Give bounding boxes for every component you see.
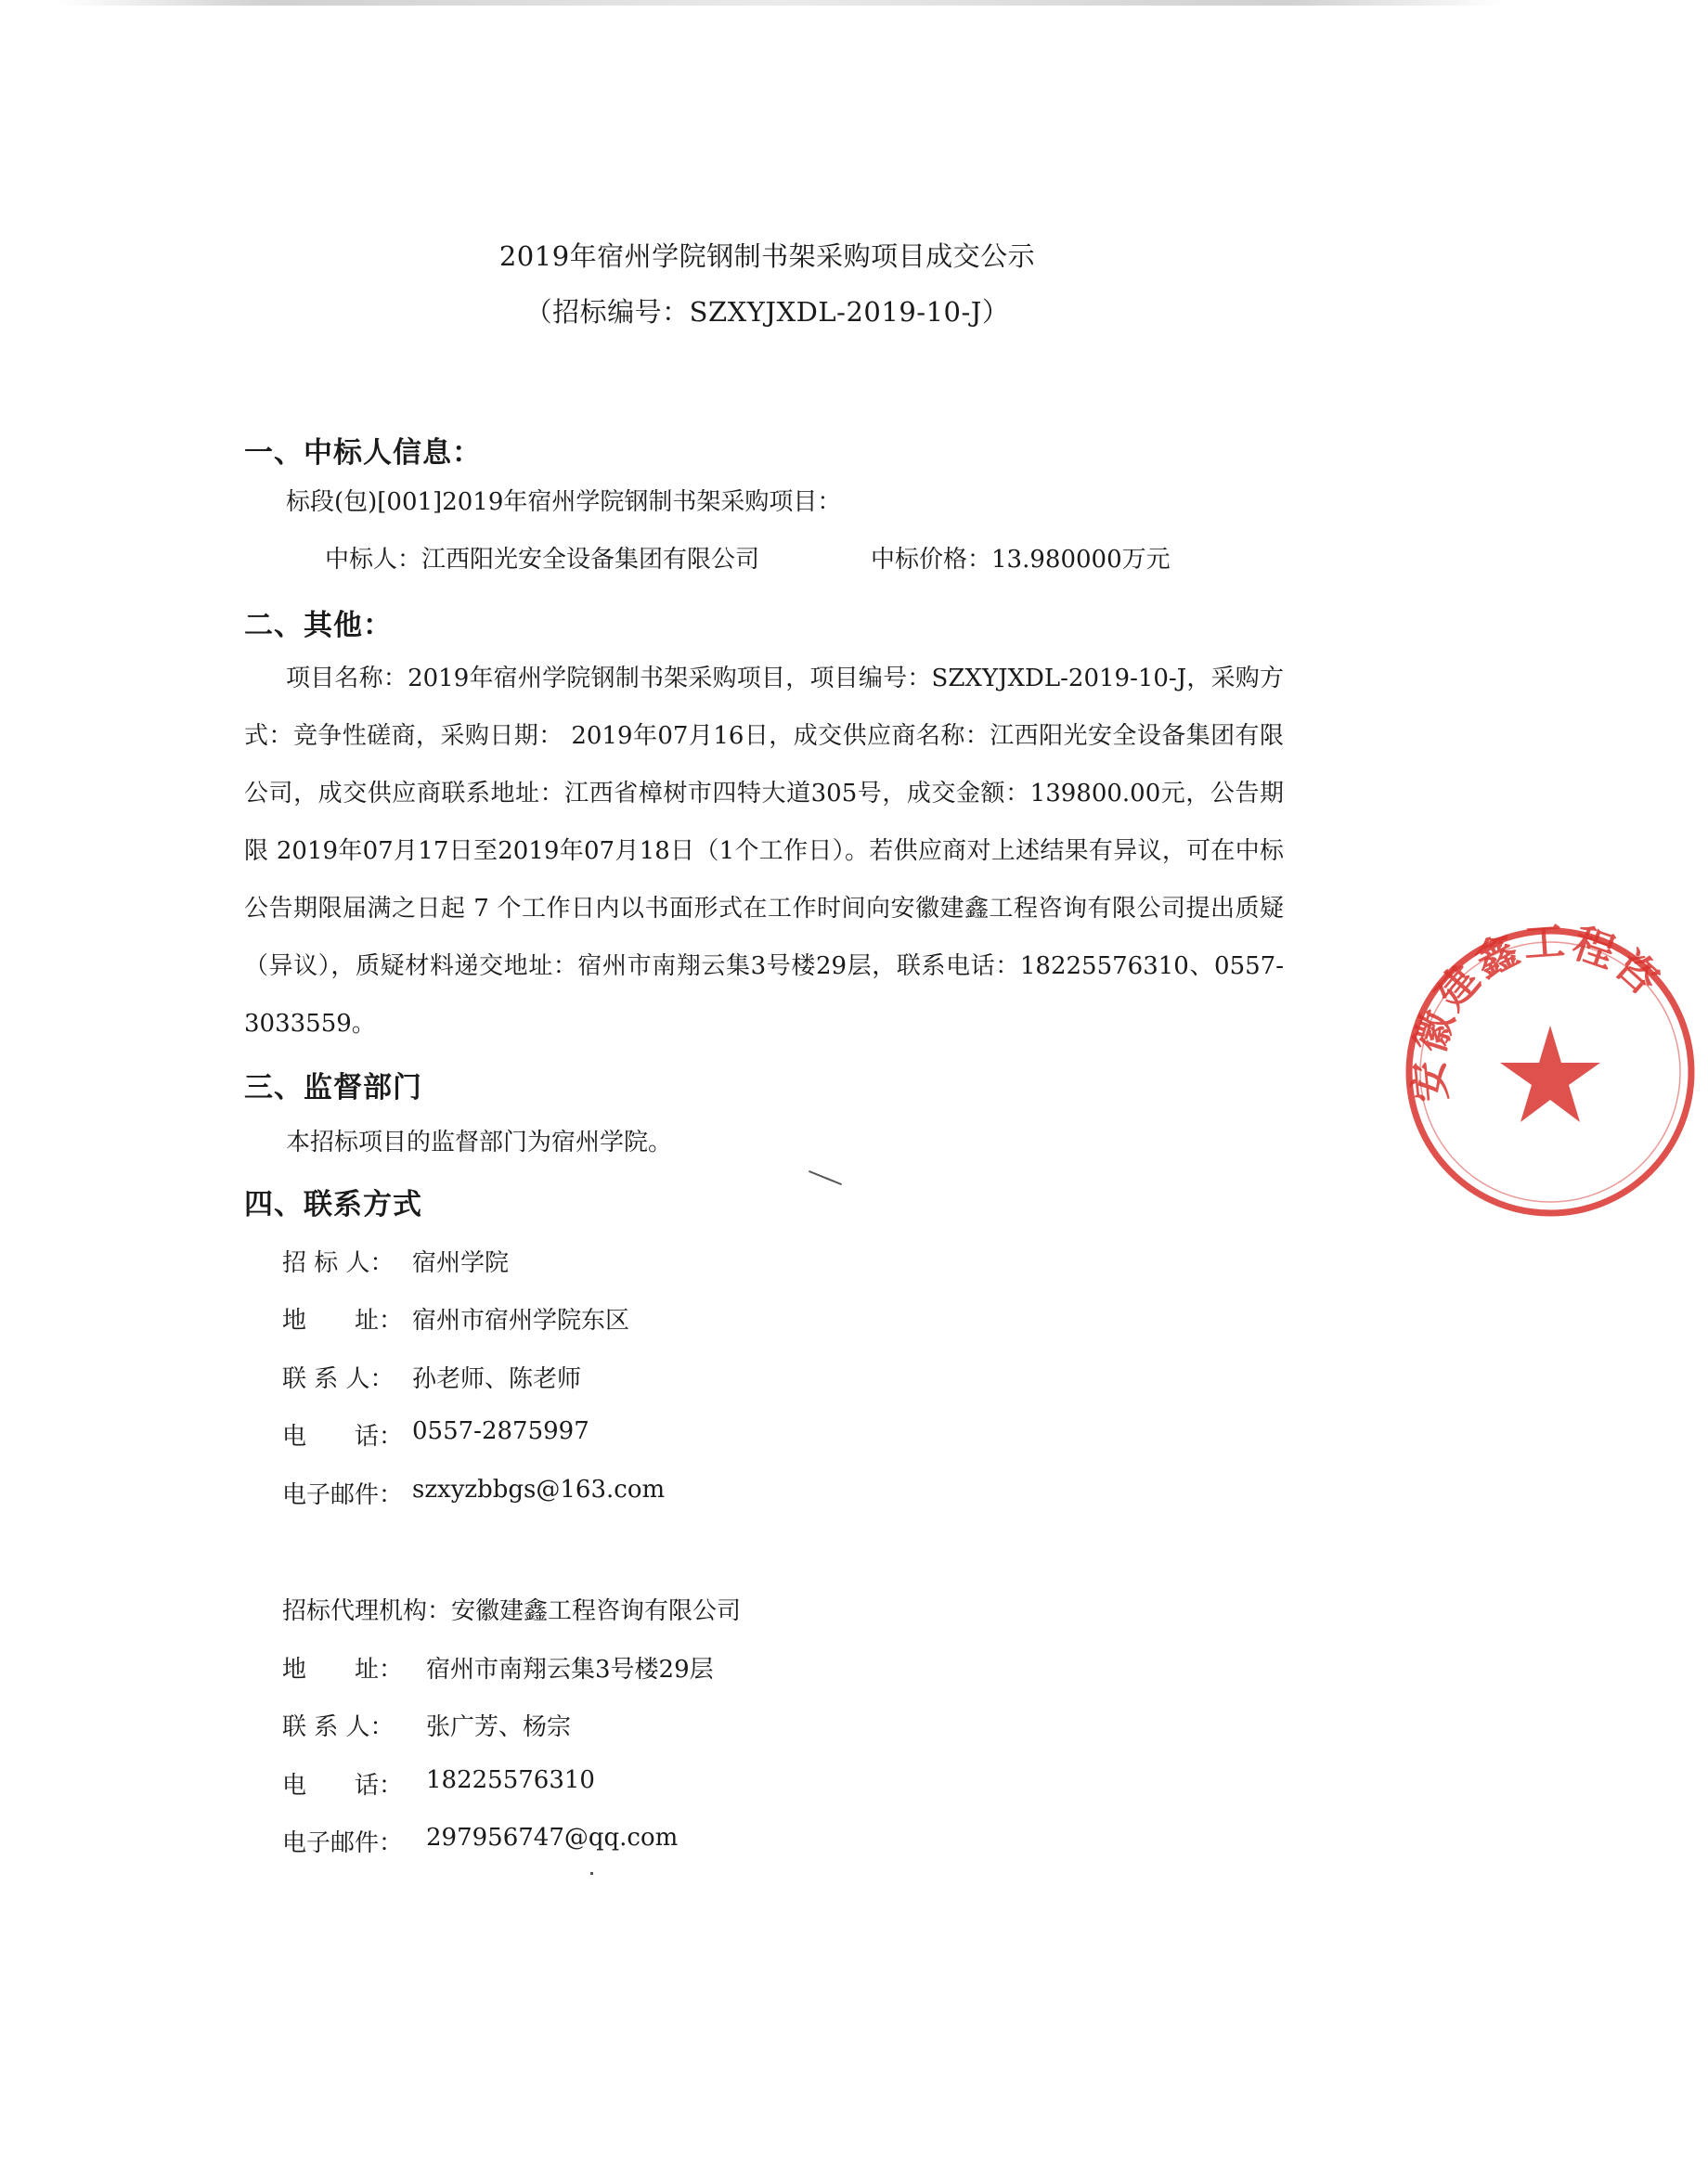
section-heading-winner: 一、中标人信息：: [244, 436, 482, 470]
contact-row: [282, 1476, 665, 1510]
contact-value: 安徽建鑫工程咨询有限公司: [451, 1597, 742, 1625]
project-details-paragraph: 项目名称：2019年宿州学院钢制书架采购项目，项目编号：SZXYJXDL-2019-10-J，采购方式：竞争性磋商，采购日期： 2019年07月16日，成交供应商名称：江西阳光安全设备集团有限公司，成交供应商联系地址：江西省樟树市四特大道305号，成交金额：139800.00元，公告期限 2019年07月17日至2019年07月18日（1个工作日）。若供应商对上述结果有异议，可在中标公告期限届满之日起 7 个工作日内以书面形式在工作时间向安徽建鑫工程咨询有限公司提出质疑（异议），质疑材料递交地址：宿州市南翔云集3号楼29层，联系电话：18225576310、0557-3033559。: [244, 665, 1284, 1038]
contact-row: [282, 1708, 571, 1742]
contact-value: 张广芳、杨宗: [426, 1713, 572, 1741]
contact-row: [282, 1360, 581, 1394]
price-value: 13.980000万元: [991, 546, 1171, 574]
contact-label: 联 系 人：: [282, 1713, 395, 1741]
contact-label: 地 址：: [282, 1656, 404, 1684]
contact-label: 联 系 人：: [282, 1365, 395, 1393]
seal-text: 安徽建鑫工程咨: [1404, 917, 1671, 1104]
section-heading-contact: 四、联系方式: [244, 1188, 422, 1221]
contact-row: [282, 1592, 741, 1626]
company-seal-stamp: [1392, 914, 1708, 1230]
contact-value: 0557-2875997: [412, 1417, 589, 1445]
tender-number: （招标编号：SZXYJXDL-2019-10-J）: [524, 296, 1010, 328]
scan-mark: [809, 1170, 842, 1185]
winner-label: 中标人：: [325, 546, 422, 574]
contact-label: 电 话：: [282, 1772, 404, 1800]
winner-line: [325, 546, 759, 574]
contact-email: 297956747@qq.com: [426, 1824, 679, 1852]
contact-label: 地 址：: [282, 1307, 404, 1335]
winner-value: 江西阳光安全设备集团有限公司: [421, 546, 760, 574]
section-heading-other: 二、其他：: [244, 609, 393, 642]
contact-row: [282, 1301, 629, 1336]
contact-value: 18225576310: [426, 1766, 595, 1794]
contact-label: 电 话：: [282, 1423, 404, 1451]
contact-label: 电子邮件：: [282, 1481, 404, 1509]
contact-value: 宿州市南翔云集3号楼29层: [426, 1656, 714, 1684]
contact-row: [282, 1766, 595, 1801]
contact-label: 招 标 人：: [282, 1249, 395, 1277]
contact-row: [282, 1824, 678, 1858]
price-label: 中标价格：: [871, 546, 992, 574]
contact-row: [282, 1417, 589, 1452]
contact-label: 招标代理机构：: [282, 1597, 452, 1625]
contact-label: 电子邮件：: [282, 1829, 404, 1857]
supervision-text: 本招标项目的监督部门为宿州学院。: [286, 1129, 673, 1156]
price-line: [871, 546, 1171, 574]
contact-row: [282, 1244, 509, 1278]
contact-value: 孙老师、陈老师: [412, 1365, 582, 1393]
scan-edge-shadow: [56, 0, 1504, 6]
contact-value: 宿州市宿州学院东区: [412, 1307, 630, 1335]
lot-description: 标段(包)[001]2019年宿州学院钢制书架采购项目：: [286, 488, 842, 516]
contact-row: [282, 1650, 714, 1685]
contact-email: szxyzbbgs@163.com: [412, 1476, 666, 1504]
seal-star-icon: [1500, 1026, 1600, 1122]
contact-value: 宿州学院: [412, 1249, 510, 1277]
document-title: 2019年宿州学院钢制书架采购项目成交公示: [498, 240, 1036, 272]
scan-mark: [590, 1872, 593, 1875]
section-heading-supervision: 三、监督部门: [244, 1071, 422, 1104]
